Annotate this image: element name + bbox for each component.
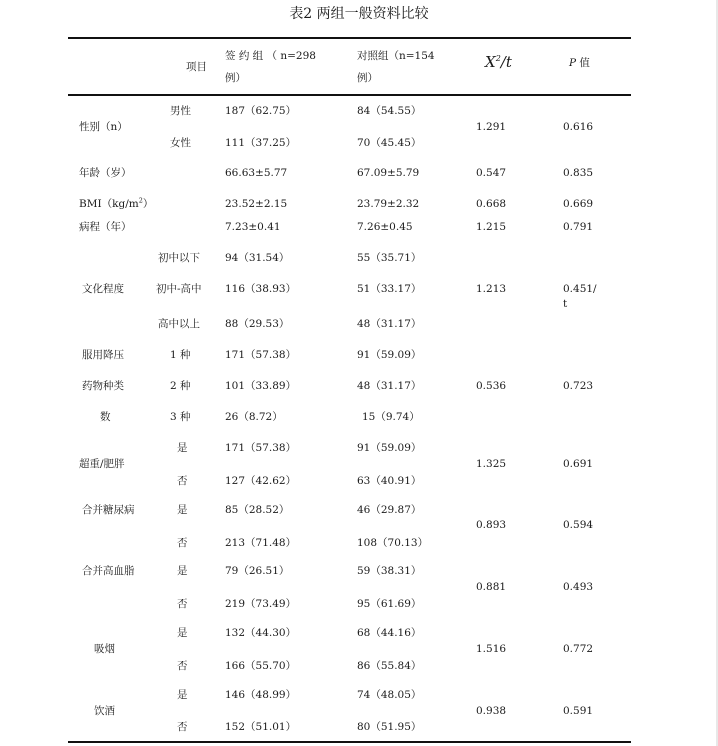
education-sub2-g1: 116（38.93） — [225, 283, 297, 295]
drugs-sub3: 3 种 — [170, 411, 191, 423]
overweight-no: 否 — [177, 475, 188, 487]
hyperlipidemia-p: 0.493 — [563, 581, 594, 593]
gender-female-g1: 111（37.25） — [225, 137, 297, 149]
course-stat: 1.215 — [476, 221, 507, 233]
diabetes-yes: 是 — [177, 504, 188, 516]
drinking-no-g1: 152（51.01） — [225, 721, 297, 733]
drugs-stat: 0.536 — [476, 380, 507, 392]
drugs-sub2-g2: 48（31.17） — [357, 380, 422, 392]
drinking-yes-g2: 74（48.05） — [357, 689, 422, 701]
smoking-yes: 是 — [177, 627, 188, 639]
top-rule — [68, 37, 631, 39]
header-item: 项目 — [186, 61, 207, 73]
education-sub1: 初中以下 — [158, 252, 200, 264]
row-drinking-label: 饮酒 — [94, 705, 115, 717]
drugs-p: 0.723 — [563, 380, 594, 392]
bmi-p: 0.669 — [563, 198, 594, 210]
bottom-rule — [68, 741, 631, 743]
smoking-no-g2: 86（55.84） — [357, 660, 422, 672]
education-sub3-g1: 88（29.53） — [225, 318, 290, 330]
gender-male-label: 男性 — [170, 105, 191, 117]
drugs-sub3-g1: 26（8.72） — [225, 411, 283, 423]
row-drugs-label-line3: 数 — [100, 411, 111, 423]
row-education-label: 文化程度 — [82, 283, 124, 295]
education-sub2: 初中-高中 — [156, 283, 202, 295]
education-stat: 1.213 — [476, 283, 507, 295]
hyperlipidemia-yes-g1: 79（26.51） — [225, 565, 290, 577]
smoking-p: 0.772 — [563, 643, 594, 655]
header-group2-line2: 例） — [357, 72, 378, 84]
overweight-yes: 是 — [177, 442, 188, 454]
header-group1-line1: 签 约 组 （ n=298 — [225, 50, 316, 62]
row-diabetes-label: 合并糖尿病 — [82, 504, 135, 516]
age-p: 0.835 — [563, 167, 594, 179]
age-g1: 66.63±5.77 — [225, 167, 288, 179]
row-bmi-label: $BMI(kg/m^2)$ — [79, 196, 154, 210]
diabetes-no: 否 — [177, 537, 188, 549]
drinking-yes: 是 — [177, 689, 188, 701]
drugs-sub2: 2 种 — [170, 380, 191, 392]
gender-female-label: 女性 — [170, 137, 191, 149]
overweight-p: 0.691 — [563, 458, 594, 470]
gender-p: 0.616 — [563, 121, 594, 133]
overweight-no-g2: 63（40.91） — [357, 475, 422, 487]
table-title: 表2 两组一般资料比较 — [289, 6, 429, 22]
gender-male-g2: 84（54.55） — [357, 105, 422, 117]
drugs-sub1-g1: 171（57.38） — [225, 349, 297, 361]
diabetes-no-g1: 213（71.48） — [225, 537, 297, 549]
header-rule — [68, 94, 631, 96]
gender-female-g2: 70（45.45） — [357, 137, 422, 149]
row-drugs-label-line2: 药物种类 — [82, 380, 124, 392]
diabetes-yes-g2: 46（29.87） — [357, 504, 422, 516]
bmi-g2: 23.79±2.32 — [357, 198, 420, 210]
row-gender-label: 性别（n） — [79, 121, 128, 133]
bmi-g1: 23.52±2.15 — [225, 198, 288, 210]
hyperlipidemia-yes-g2: 59（38.31） — [357, 565, 422, 577]
age-g2: 67.09±5.79 — [357, 167, 420, 179]
hyperlipidemia-no-g1: 219（73.49） — [225, 598, 297, 610]
header-group1-line2: 例） — [225, 72, 246, 84]
row-smoking-label: 吸烟 — [94, 643, 115, 655]
smoking-no-g1: 166（55.70） — [225, 660, 297, 672]
smoking-yes-g1: 132（44.30） — [225, 627, 297, 639]
smoking-no: 否 — [177, 660, 188, 672]
education-sub3: 高中以上 — [158, 318, 200, 330]
header-chi-square: $X^2/t$ — [485, 53, 512, 71]
diabetes-yes-g1: 85（28.52） — [225, 504, 290, 516]
smoking-stat: 1.516 — [476, 643, 507, 655]
hyperlipidemia-no: 否 — [177, 598, 188, 610]
diabetes-stat: 0.893 — [476, 519, 507, 531]
drugs-sub1: 1 种 — [170, 349, 191, 361]
diabetes-p: 0.594 — [563, 519, 594, 531]
row-hyperlipidemia-label: 合并高血脂 — [82, 565, 135, 577]
drinking-stat: 0.938 — [476, 705, 507, 717]
hyperlipidemia-no-g2: 95（61.69） — [357, 598, 422, 610]
drinking-no-g2: 80（51.95） — [357, 721, 422, 733]
row-course-label: 病程（年） — [79, 221, 132, 233]
course-g2: 7.26±0.45 — [357, 221, 413, 233]
drinking-no: 否 — [177, 721, 188, 733]
overweight-no-g1: 127（42.62） — [225, 475, 297, 487]
course-g1: 7.23±0.41 — [225, 221, 281, 233]
education-sub1-g2: 55（35.71） — [357, 252, 422, 264]
drugs-sub3-g2: 15（9.74） — [362, 411, 420, 423]
gender-male-g1: 187（62.75） — [225, 105, 297, 117]
education-p-line2: t — [563, 298, 568, 310]
row-drugs-label-line1: 服用降压 — [82, 349, 124, 361]
education-sub3-g2: 48（31.17） — [357, 318, 422, 330]
diabetes-no-g2: 108（70.13） — [357, 537, 429, 549]
course-p: 0.791 — [563, 221, 594, 233]
drinking-yes-g1: 146（48.99） — [225, 689, 297, 701]
age-stat: 0.547 — [476, 167, 507, 179]
row-overweight-label: 超重/肥胖 — [79, 458, 125, 470]
drugs-sub1-g2: 91（59.09） — [357, 349, 422, 361]
header-group2-line1: 对照组（n=154 — [357, 50, 435, 62]
overweight-yes-g2: 91（59.09） — [357, 442, 422, 454]
hyperlipidemia-yes: 是 — [177, 565, 188, 577]
drinking-p: 0.591 — [563, 705, 594, 717]
overweight-stat: 1.325 — [476, 458, 507, 470]
row-age-label: 年龄（岁） — [79, 167, 132, 179]
gender-stat: 1.291 — [476, 121, 507, 133]
bmi-stat: 0.668 — [476, 198, 507, 210]
drugs-sub2-g1: 101（33.89） — [225, 380, 297, 392]
overweight-yes-g1: 171（57.38） — [225, 442, 297, 454]
header-p-value: P 值 — [569, 57, 590, 69]
hyperlipidemia-stat: 0.881 — [476, 581, 507, 593]
education-p-line1: 0.451/ — [563, 283, 597, 295]
education-sub2-g2: 51（33.17） — [357, 283, 422, 295]
smoking-yes-g2: 68（44.16） — [357, 627, 422, 639]
education-sub1-g1: 94（31.54） — [225, 252, 290, 264]
